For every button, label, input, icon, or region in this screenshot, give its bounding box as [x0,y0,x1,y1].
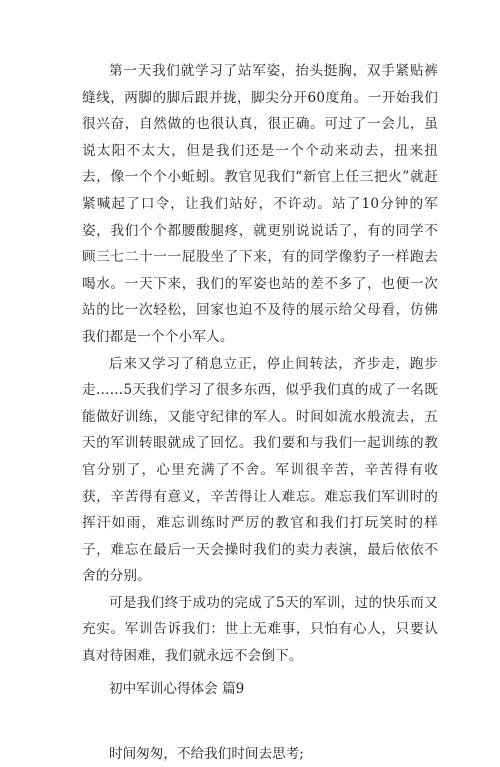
section-spacer [82,702,438,741]
body-paragraph-1: 第一天我们就学习了站军姿，抬头挺胸，双手紧贴裤缝线，两脚的脚后跟并拢，脚尖分开60度角。一开始我们很兴奋，自然做的也很认真，很正确。可过了一会儿，虽说太阳不太大，但是我们还是一个个动来动去，扭来扭去，像一个个小蚯蚓。教官见我们“新官上任三把火”就赶紧喊起了口令，让我们站好，不许动。站了10分钟的军姿，我们个个都腰酸腿疼，就更别说说话了，有的同学不顾三七二十一一屁股坐了下来，有的同学像豹子一样跑去喝水。一天下来，我们的军姿也站的差不多了，也便一次站的比一次轻松，回家也迫不及待的展示给父母看，仿佛我们都是一个个小军人。 [82,63,438,345]
section-heading: 初中军训心得体会 篇9 [109,680,245,697]
body-paragraph-3: 可是我们终于成功的完成了5天的军训，过的快乐而又充实。军训告诉我们：世上无难事，只怕有心人，只要认真对待困难，我们就永远不会倒下。 [82,594,438,665]
closing-line: 时间匆匆，不给我们时间去思考; [109,745,304,762]
body-paragraph-2: 后来又学习了稍息立正，停止间转法，齐步走，跑步走……5天我们学习了很多东西，似乎我们真的成了一名既能做好训练，又能守纪律的军人。时间如流水般流去，五天的军训转眼就成了回忆。我们要和与我们一起训练的教官分别了，心里充满了不舍。军训很辛苦，辛苦得有收获，辛苦得有意义，辛苦得让人难忘。难忘我们军训时的挥汗如雨，难忘训练时严厉的教官和我们打玩笑时的样子，难忘在最后一天会操时我们的卖力表演，最后依依不舍的分别。 [82,355,438,585]
